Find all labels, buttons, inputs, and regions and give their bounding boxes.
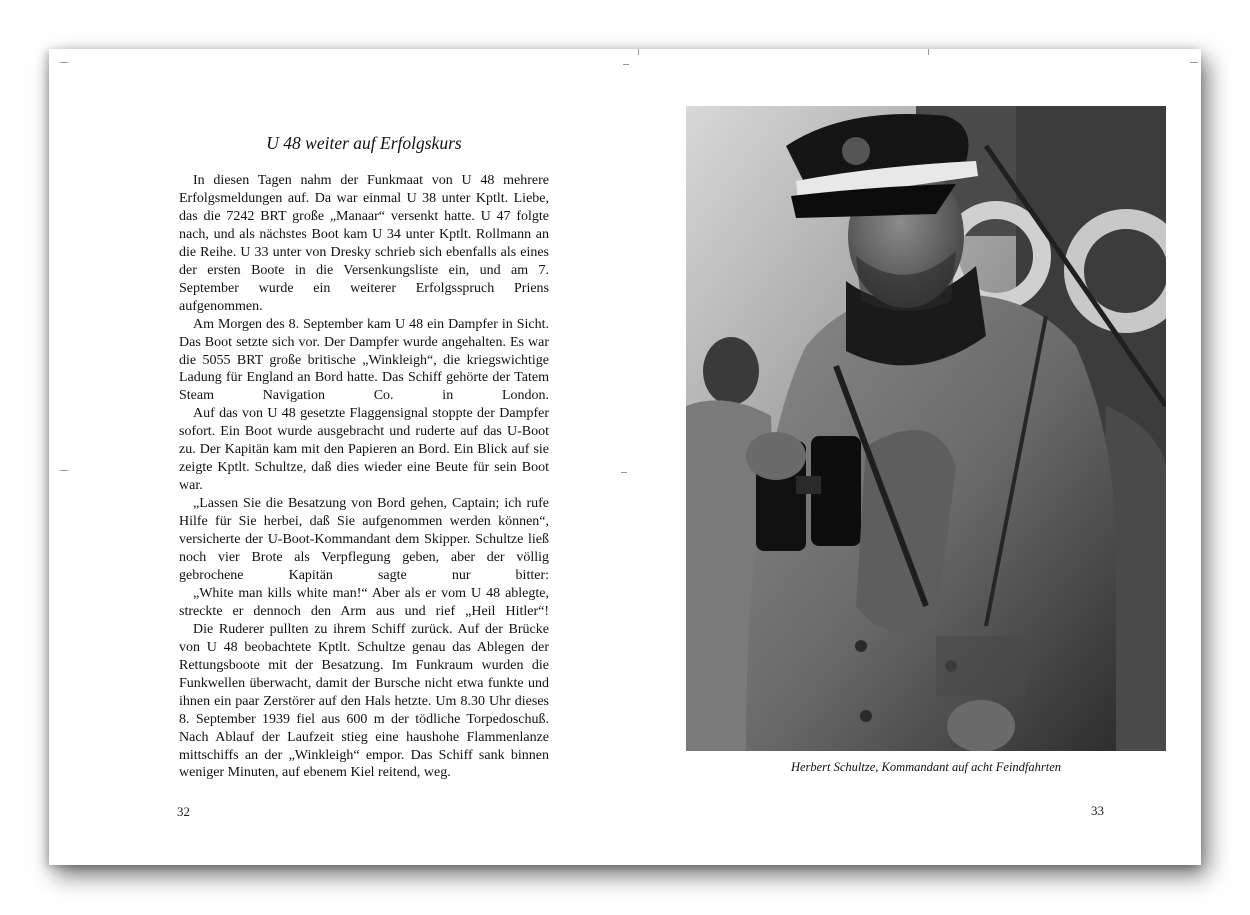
paragraph: „Lassen Sie die Besatzung von Bord gehen, Captain; ich rufe Hilfe für Sie herbei, daß Sie aufgenommen werden können“, versicherte der U-Boot-Kommandant dem Skipper. Schultze ließ noch vier Brote als Verpflegung geben, aber der völlig gebrochene Kapitän sagte nur bitter: <box>179 496 549 583</box>
crop-mark <box>60 62 68 63</box>
paragraph: In diesen Tagen nahm der Funkmaat von U 48 mehrere Erfolgsmeldungen auf. Da war einmal U 38 unter Kptlt. Liebe, das die 7242 BRT große „Manaar“ versenkt hatte. U 47 folgte nach, und als nächstes Boot kam U 34 unter Kptlt. Rollmann an die Reihe. U 33 unter von Dresky schrieb sich ebenfalls als eines der ersten Boote in die Versenkungsliste ein, und am 7. September wurde ein weiterer Erfolgsspruch Priens aufgenommen. <box>179 173 549 314</box>
chapter-title: U 48 weiter auf Erfolgskurs <box>266 133 462 153</box>
crop-mark <box>623 64 629 65</box>
page-number-right: 33 <box>1091 803 1104 818</box>
paragraph: Auf das von U 48 gesetzte Flaggensignal stoppte der Dampfer sofort. Ein Boot wurde ausgebracht und ruderte auf das U-Boot zu. Der Kapitän kam mit den Papieren an Bord. Ein Blick auf sie zeigte Kptlt. Schultze, daß dies wieder eine Beute für sein Boot war. <box>179 406 549 494</box>
crop-mark <box>928 49 929 55</box>
paragraph: „White man kills white man!“ Aber als er vom U 48 ablegte, streckte er dennoch den Arm aus und rief „Heil Hitler“! <box>179 585 549 619</box>
crop-mark <box>1190 62 1198 63</box>
paragraph: Am Morgen des 8. September kam U 48 ein Dampfer in Sicht. Das Boot setzte sich vor. Der Dampfer wurde angehalten. Es war die 5055 BRT große britische „Winkleigh“, die kriegswichtige Ladung für England an Bord hatte. Das Schiff gehörte der Tatem Steam Navigation Co. in London. <box>179 316 549 404</box>
body-text <box>179 172 549 782</box>
portrait-photo-illustration <box>686 106 1166 751</box>
crop-mark <box>621 472 627 473</box>
paragraph: Die Ruderer pullten zu ihrem Schiff zurück. Auf der Brücke von U 48 beobachtete Kptlt. Schultze genau das Ablegen der Rettungsboote mit der Besatzung. Im Funkraum wurden die Funkwellen überwacht, damit der Bursche nicht etwa funkte und ihnen ein paar Zerstörer auf den Hals hetzte. Um 8.30 Uhr dieses 8. September 1939 fiel aus 600 m der tödliche Torpedoschuß. Nach Ablauf der Laufzeit stieg eine haushohe Flammenlanze mittschiffs an der „Winkleigh“ empor. Das Schiff sank binnen weniger Minuten, auf ebenem Kiel reitend, weg. <box>179 621 549 781</box>
page-number-left: 32 <box>177 804 190 819</box>
portrait-photo <box>686 106 1166 751</box>
crop-mark <box>638 49 639 55</box>
crop-mark <box>60 470 68 471</box>
photo-caption: Herbert Schultze, Kommandant auf acht Feindfahrten <box>790 760 1062 774</box>
